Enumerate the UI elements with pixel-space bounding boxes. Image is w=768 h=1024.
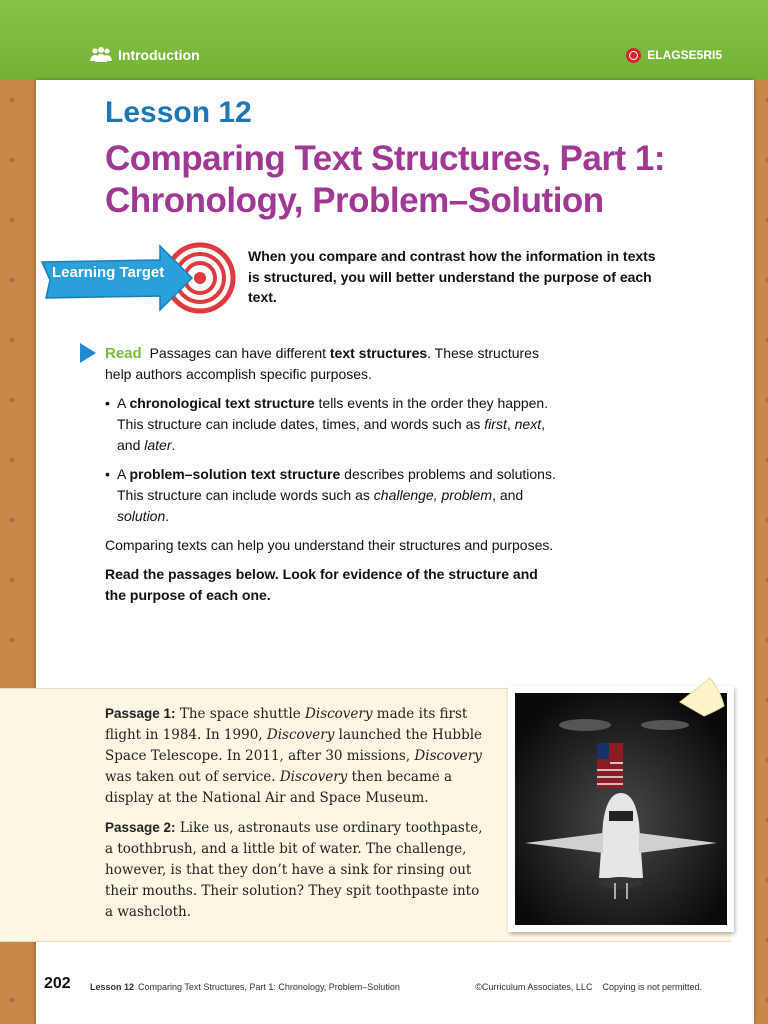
footer-lesson-label: Lesson 12 — [90, 982, 135, 992]
read-label: Read — [105, 345, 142, 362]
bullet-term: chronological text structure — [129, 395, 315, 411]
passage-italic: Discovery — [279, 769, 348, 785]
space-shuttle-image — [515, 693, 727, 925]
bullet-text: . — [171, 437, 176, 453]
passage-italic: Discovery — [266, 727, 335, 743]
passage-italic: Discovery — [414, 748, 482, 764]
footer-lesson-title: Comparing Text Structures, Part 1: Chronology, Problem–Solution — [138, 982, 400, 992]
intro-term: text structures — [329, 345, 428, 361]
bullet-text: . — [165, 508, 170, 524]
shuttle-photo-frame — [508, 686, 734, 932]
bullet-text: describes problems and solutions. This structure can include words such as — [117, 466, 556, 503]
page-number: 202 — [44, 975, 71, 992]
passage-text: was taken out of service. — [105, 769, 280, 785]
bullet-problem-solution — [105, 464, 560, 527]
section-header — [90, 44, 200, 66]
intro-paragraph — [105, 343, 560, 385]
learning-target-label: Learning Target — [52, 264, 165, 281]
passages — [105, 703, 490, 931]
group-people-icon — [90, 47, 112, 63]
passage-text: Like us, astronauts use ordinary toothpaste, a toothbrush, and a little bit of water. The challenge, however, is that they don’t have a sink for rinsing out their mouths. Their solution? They spit toothpaste into a washcloth. — [105, 820, 483, 920]
learning-target-text: When you compare and contrast how the information in texts is structured, you will better understand the purpose of each text. — [248, 248, 656, 305]
bullet-term: problem–solution text structure — [129, 466, 341, 482]
section-title: Introduction — [118, 47, 200, 63]
page-curl-icon — [676, 676, 728, 720]
passage-2 — [105, 817, 490, 923]
passage-text: launched the Hubble Space Telescope. In 2011, after 30 missions, — [105, 727, 483, 764]
bullet-text: , and — [117, 416, 545, 453]
passage-2-label: Passage 2: — [105, 820, 176, 835]
passage-text: made its first flight in 1984. In 1990, — [105, 706, 468, 743]
passage-italic: Discovery — [305, 706, 373, 722]
bullet-example: first — [484, 416, 507, 432]
passage-text: The space shuttle — [175, 706, 306, 722]
instruction-paragraph: Read the passages below. Look for evidence of the structure and the purpose of each one. — [105, 566, 538, 603]
bullet-text: A — [117, 395, 130, 411]
footer-lesson — [90, 982, 400, 992]
intro-text-end: . These structures help authors accomplish specific purposes. — [105, 345, 539, 382]
bullet-text: tells events in the order they happen. This structure can include dates, times, and words such as — [117, 395, 549, 432]
play-arrow-icon — [80, 343, 96, 363]
passage-1 — [105, 703, 490, 809]
bullet-example: later — [144, 437, 172, 453]
bullet-example: next — [514, 416, 542, 432]
bullet-example: challenge, problem — [373, 487, 493, 503]
bullet-text: , — [506, 416, 515, 432]
bullet-chronological — [105, 393, 560, 456]
passage-1-label: Passage 1: — [105, 706, 176, 721]
footer-copyright: ©Curriculum Associates, LLC Copying is not permitted. — [475, 982, 702, 992]
read-section — [105, 343, 560, 614]
comparing-paragraph: Comparing texts can help you understand their structures and purposes. — [105, 537, 554, 553]
bullet-example: solution — [117, 508, 166, 524]
lesson-number: Lesson 12 — [105, 96, 252, 129]
shuttle-photo — [515, 693, 727, 925]
standard-label: ELAGSE5RI5 — [647, 48, 722, 62]
bullet-text: A — [117, 466, 130, 482]
intro-text: Passages can have different — [149, 345, 330, 361]
lesson-title: Comparing Text Structures, Part 1: Chronology, Problem–Solution — [105, 139, 665, 220]
standard-code — [626, 44, 722, 66]
standard-target-icon — [626, 48, 641, 63]
page-footer — [44, 976, 724, 996]
bullet-text: , and — [492, 487, 524, 503]
passage-text: then became a display at the National Air and Space Museum. — [105, 769, 453, 806]
top-banner — [0, 0, 768, 80]
